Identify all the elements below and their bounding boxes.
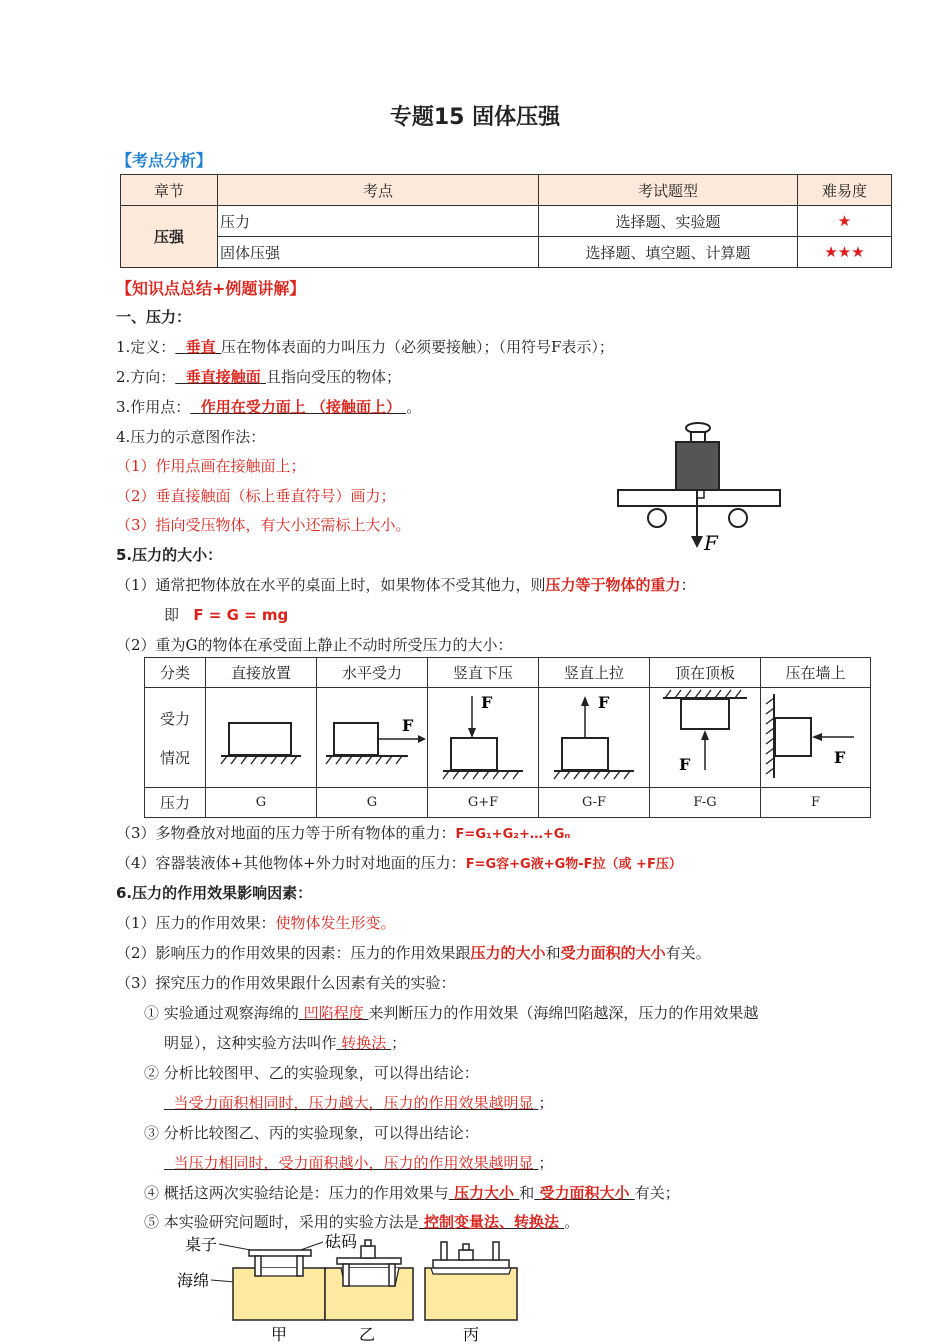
weight-neck [691, 432, 705, 442]
method-item: （1）作用点画在接触面上； [116, 457, 306, 475]
weight-label: 砝码 [325, 1232, 358, 1251]
cart-wheel [648, 509, 666, 527]
table-cell: 压力 [218, 206, 539, 237]
pressure-value: G [317, 788, 428, 818]
pressure-value: F [761, 788, 871, 818]
force-size-line-1: （1）通常把物体放在水平的桌面上时，如果物体不受其他力，则压力等于物体的重力： [116, 576, 696, 594]
force-formula-line: 即 F = G = mg [164, 606, 289, 624]
svg-text:F: F [833, 748, 845, 767]
case-vertical-pull [539, 688, 650, 788]
diagram-method-line: 4.压力的示意图作法： [116, 428, 266, 446]
table-cell: 固体压强 [218, 237, 539, 268]
case-direct-placement [206, 688, 317, 788]
table-header: 考点 [218, 175, 539, 206]
svg-text:乙: 乙 [359, 1325, 376, 1344]
table-header: 章节 [121, 175, 218, 206]
sponge-label: 海绵 [177, 1271, 210, 1290]
table-cell: 选择题、实验题 [539, 206, 798, 237]
difficulty-stars: ★ [798, 206, 892, 237]
chapter-cell: 压强 [121, 206, 218, 268]
container-pressure-line: （4）容器装液体+其他物体+外力时对地面的压力：F=G容+G液+G物-F拉（或 +F压） [116, 854, 682, 872]
section-summary-heading: 【知识点总结+例题讲解】 [116, 279, 306, 298]
table-header: 压在墙上 [761, 658, 871, 688]
experiment-step-4: ④ 概括这两次实验结论是：压力的作用效果与 压力大小 和 受力面积大小 有关； [144, 1184, 680, 1202]
sponge-setup-bing [425, 1242, 517, 1344]
table-header: 竖直上拉 [539, 658, 650, 688]
heading-force-size: 5.压力的大小： [116, 546, 223, 564]
method-item: （2）垂直接触面（标上垂直符号）画力； [116, 487, 396, 505]
pressure-value: G [206, 788, 317, 818]
experiment-intro-line: （3）探究压力的作用效果跟什么因素有关的实验： [116, 974, 456, 992]
experiment-step-3: ③ 分析比较图乙、丙的实验现象，可以得出结论： [144, 1124, 479, 1142]
force-cases-table [144, 657, 871, 818]
pressure-value: G+F [428, 788, 539, 818]
case-horizontal-force [317, 688, 428, 788]
sponge-experiment-figure [175, 1230, 535, 1344]
svg-text:F: F [481, 693, 493, 712]
force-arrow-head [691, 536, 703, 548]
pressure-label: 压力 [145, 788, 206, 818]
table-header: 水平受力 [317, 658, 428, 688]
sponge-setup-yi [325, 1240, 413, 1344]
svg-text:丙: 丙 [463, 1325, 480, 1344]
cart-wheel [729, 509, 747, 527]
definition-line: 1.定义： 垂直 压在物体表面的力叫压力（必须要接触）；（用符号F表示）； [116, 338, 614, 356]
pressure-value: G-F [539, 788, 650, 818]
sponge-setup-jia [233, 1250, 325, 1344]
stacked-pressure-line: （3）多物叠放对地面的压力等于所有物体的重力：F=G₁+G₂+…+Gₙ [116, 824, 571, 842]
method-item: （3）指向受压物体，有大小还需标上大小。 [116, 516, 411, 534]
svg-text:F: F [598, 693, 610, 712]
case-press-wall [761, 688, 871, 788]
table-header: 考试题型 [539, 175, 798, 206]
force-size-line-2: （2）重为G的物体在承受面上静止不动时所受压力的大小： [116, 636, 513, 654]
table-header: 分类 [145, 658, 206, 688]
factor-line: （2）影响压力的作用效果的因素：压力的作用效果跟压力的大小和受力面积的大小有关。 [116, 944, 711, 962]
force-situation-label: 受力 情况 [145, 688, 206, 788]
experiment-conclusion-2: 当压力相同时，受力面积越小，压力的作用效果越明显 ； [173, 1154, 554, 1172]
experiment-step-2: ② 分析比较图甲、乙的实验现象，可以得出结论： [144, 1064, 479, 1082]
table-label: 桌子 [185, 1235, 218, 1254]
force-diagram-figure [612, 420, 787, 555]
table-header: 直接放置 [206, 658, 317, 688]
direction-line: 2.方向： 垂直接触面 且指向受压的物体； [116, 368, 402, 386]
table-header: 难易度 [798, 175, 892, 206]
table-cell: 选择题、填空题、计算题 [539, 237, 798, 268]
force-label: F [704, 531, 718, 555]
case-vertical-press [428, 688, 539, 788]
table-header: 顶在顶板 [650, 658, 761, 688]
experiment-step-1b: 明显），这种实验方法叫作 转换法 ； [164, 1034, 407, 1052]
svg-text:F: F [679, 755, 691, 774]
svg-text:甲: 甲 [271, 1325, 288, 1344]
svg-text:F: F [402, 716, 414, 735]
experiment-step-5: ⑤ 本实验研究问题时，采用的实验方法是 控制变量法、转换法 。 [144, 1213, 580, 1231]
difficulty-stars: ★★★ [798, 237, 892, 268]
section-analysis-heading: 【考点分析】 [116, 151, 213, 170]
heading-pressure-force: 一、压力： [116, 308, 192, 326]
table-header: 竖直下压 [428, 658, 539, 688]
action-point-line: 3.作用点： 作用在受力面上 （接触面上） 。 [116, 398, 422, 416]
experiment-step-1: ① 实验通过观察海绵的 凹陷程度 来判断压力的作用效果（海绵凹陷越深，压力的作用效果越 [144, 1004, 759, 1022]
weight-block [676, 442, 719, 490]
page-title: 专题15 固体压强 [389, 105, 561, 130]
analysis-table [120, 174, 892, 268]
effect-line: （1）压力的作用效果：使物体发生形变。 [116, 914, 396, 932]
heading-effect-factors: 6.压力的作用效果影响因素： [116, 884, 313, 902]
case-push-ceiling [650, 688, 761, 788]
pressure-value: F-G [650, 788, 761, 818]
experiment-conclusion-1: 当受力面积相同时，压力越大，压力的作用效果越明显 ； [173, 1094, 554, 1112]
